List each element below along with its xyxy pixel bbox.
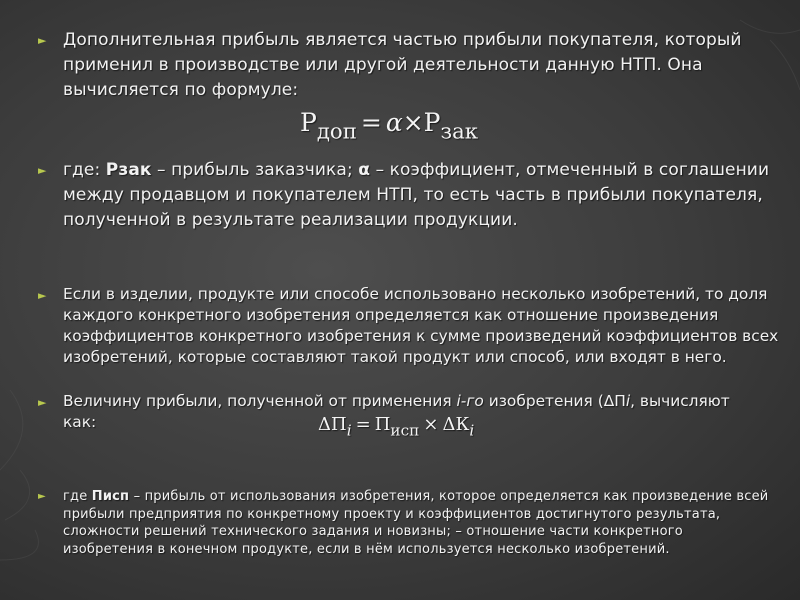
formula-alpha: α — [385, 108, 403, 137]
text-part: – прибыль заказчика; — [151, 160, 359, 180]
formula-subscript: исп — [390, 421, 420, 440]
bullet-icon: ► — [38, 289, 47, 302]
text-part: , вычисляют как: — [63, 392, 730, 431]
bullet-icon: ► — [38, 491, 46, 502]
paragraph-additional-profit: Дополнительная прибыль является частью прибыли покупателя, который применил в производстве или другой деятельности данную НТП. Она вычисляется по формуле: — [63, 30, 742, 100]
formula-term: П — [374, 414, 391, 435]
text-part: – коэффициент, отмеченный в соглашении между продавцом и покупателем НТП, то есть часть в прибыли покупателя, полученной в результате реализации продукции. — [63, 160, 770, 230]
formula-subscript: i — [346, 421, 352, 440]
term-alpha: α — [358, 160, 371, 180]
text-italic: i-го — [456, 392, 484, 410]
formula-times: × — [402, 108, 424, 137]
formula-subscript: доп — [316, 119, 357, 145]
formula-term: ΔК — [442, 414, 470, 435]
formula-term: Р — [423, 108, 441, 137]
paragraph-pisp-definition — [63, 488, 773, 558]
formula-additional-profit — [300, 108, 478, 144]
formula-term: Р — [300, 108, 317, 137]
text-italic: i — [625, 392, 631, 410]
text-part: – прибыль от использования изобретения, которое определяется как произведение всей прибыли предприятия по конкретному проекту и коэффициентов достигнутого результата, сложности решений технического задания и новизны; – отношение части конкретного изобретения в конечном продукте, если в нём используется несколько изобретений. — [63, 489, 769, 557]
paragraph-multiple-inventions: Если в изделии, продукте или способе использовано несколько изобретений, то доля каждого конкретного изобретения определяется как отношение произведения коэффициентов конкретного изобретения к сумме произведений коэффициентов всех изобретений, которые составляют такой продукт или способ, или входят в него. — [63, 285, 779, 366]
formula-subscript: i — [469, 421, 475, 440]
formula-invention-profit — [318, 414, 474, 439]
text-lead: где — [63, 489, 92, 504]
text-part: изобретения (ΔП — [483, 392, 626, 410]
bullet-icon: ► — [38, 164, 47, 177]
formula-equals: = — [360, 108, 382, 137]
term-pisp: Писп — [91, 489, 130, 504]
paragraph-where-definitions — [63, 158, 783, 233]
formula-equals: = — [355, 414, 371, 435]
bullet-icon: ► — [38, 34, 47, 47]
term-rzak: Рзак — [105, 160, 152, 180]
formula-subscript: зак — [440, 119, 479, 145]
formula-times: × — [423, 414, 439, 435]
text-part: Величину прибыли, полученной от применения — [63, 392, 457, 410]
text-lead: где: — [63, 160, 106, 180]
formula-term: ΔП — [318, 414, 347, 435]
bullet-icon: ► — [38, 396, 47, 409]
